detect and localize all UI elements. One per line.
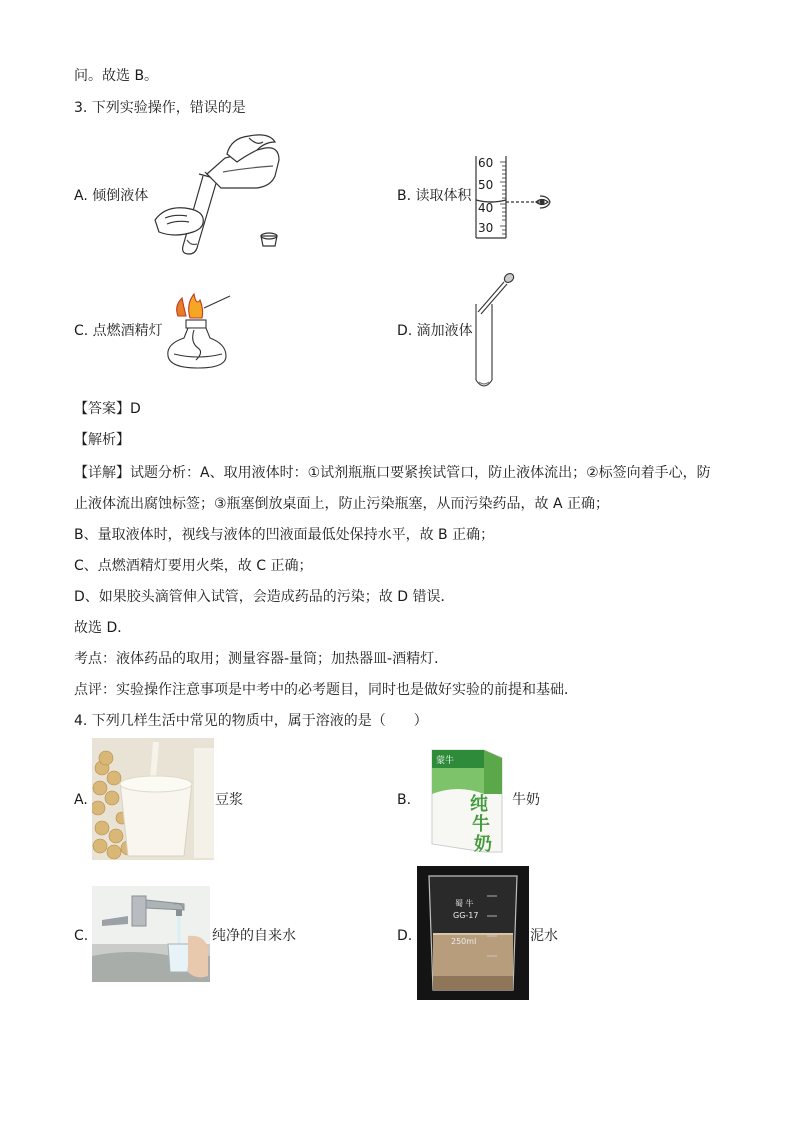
- q3-option-a-label: A. 倾倒液体: [74, 188, 149, 204]
- detail-line-c: C、点燃酒精灯要用火柴，故 C 正确；: [74, 558, 313, 574]
- q4-option-c-letter: C.: [74, 928, 89, 944]
- muddy-water-photo: [417, 866, 529, 1000]
- q4-option-c-text: 纯净的自来水: [212, 928, 296, 944]
- dianping-line: 点评：实验操作注意事项是中考中的必考题目，同时也是做好实验的前提和基础．: [74, 682, 578, 698]
- q4-option-d-text: 泥水: [530, 928, 558, 944]
- milk-brand: 蒙牛: [436, 756, 455, 766]
- alcohol-lamp-figure: [160, 290, 240, 374]
- soymilk-photo: [92, 738, 214, 860]
- q3-option-c-label: C. 点燃酒精灯: [74, 323, 163, 339]
- beaker-glass-type: GG-17: [453, 911, 479, 920]
- milk-char-3: 奶: [474, 834, 492, 855]
- detail-text-1: 试题分析：A、取用液体时：①试剂瓶瓶口要紧挨试管口，防止液体流出；②标签向着手心，防: [130, 465, 711, 481]
- pouring-liquid-figure: [145, 128, 285, 256]
- answer-value: D: [130, 401, 141, 417]
- kaodian-line: 考点：液体药品的取用；测量容器-量筒；加热器皿-酒精灯．: [74, 651, 449, 667]
- detail-line-d: D、如果胶头滴管伸入试管，会造成药品的污染；故 D 错误．: [74, 589, 455, 605]
- cylinder-tick-60: 60: [478, 156, 494, 170]
- milk-char-1: 纯: [470, 794, 488, 815]
- q4-option-a-text: 豆浆: [215, 792, 243, 808]
- tap-water-photo: [92, 886, 210, 982]
- q4-option-b-letter: B.: [397, 792, 412, 808]
- dropper-figure: [470, 270, 530, 394]
- detail-line-b: B、量取液体时，视线与液体的凹液面最低处保持水平，故 B 正确；: [74, 527, 495, 543]
- cylinder-tick-50: 50: [478, 178, 494, 192]
- q3-option-b-label: B. 读取体积: [397, 188, 472, 204]
- q4-option-a-letter: A.: [74, 792, 88, 808]
- question-3-stem: 3. 下列实验操作，错误的是: [74, 100, 246, 116]
- milk-carton-photo: [428, 744, 508, 856]
- q4-option-d-letter: D.: [397, 928, 413, 944]
- question-4-stem: 4. 下列几样生活中常见的物质中，属于溶液的是（ ）: [74, 713, 428, 729]
- detail-line-1: [74, 463, 711, 483]
- answer-tag: 【答案】: [74, 401, 130, 417]
- cylinder-tick-30: 30: [478, 221, 494, 235]
- milk-char-2: 牛: [472, 814, 490, 835]
- detail-tag: 【详解】: [74, 465, 130, 481]
- detail-conclusion: 故选 D．: [74, 620, 132, 636]
- q3-option-d-label: D. 滴加液体: [397, 323, 473, 339]
- prev-answer-end: 问。故选 B。: [74, 68, 159, 84]
- detail-line-2: 止液体流出腐蚀标签；③瓶塞倒放桌面上，防止污染瓶塞，从而污染药品，故 A 正确；: [74, 496, 610, 512]
- q4-option-b-text: 牛奶: [512, 792, 540, 808]
- graduated-cylinder-figure: [470, 152, 560, 242]
- analysis-tag: 【解析】: [74, 432, 130, 448]
- cylinder-tick-40: 40: [478, 201, 494, 215]
- beaker-volume: 250ml: [451, 937, 477, 946]
- beaker-maker: 蜀 牛: [455, 899, 474, 908]
- answer-line: [74, 399, 141, 419]
